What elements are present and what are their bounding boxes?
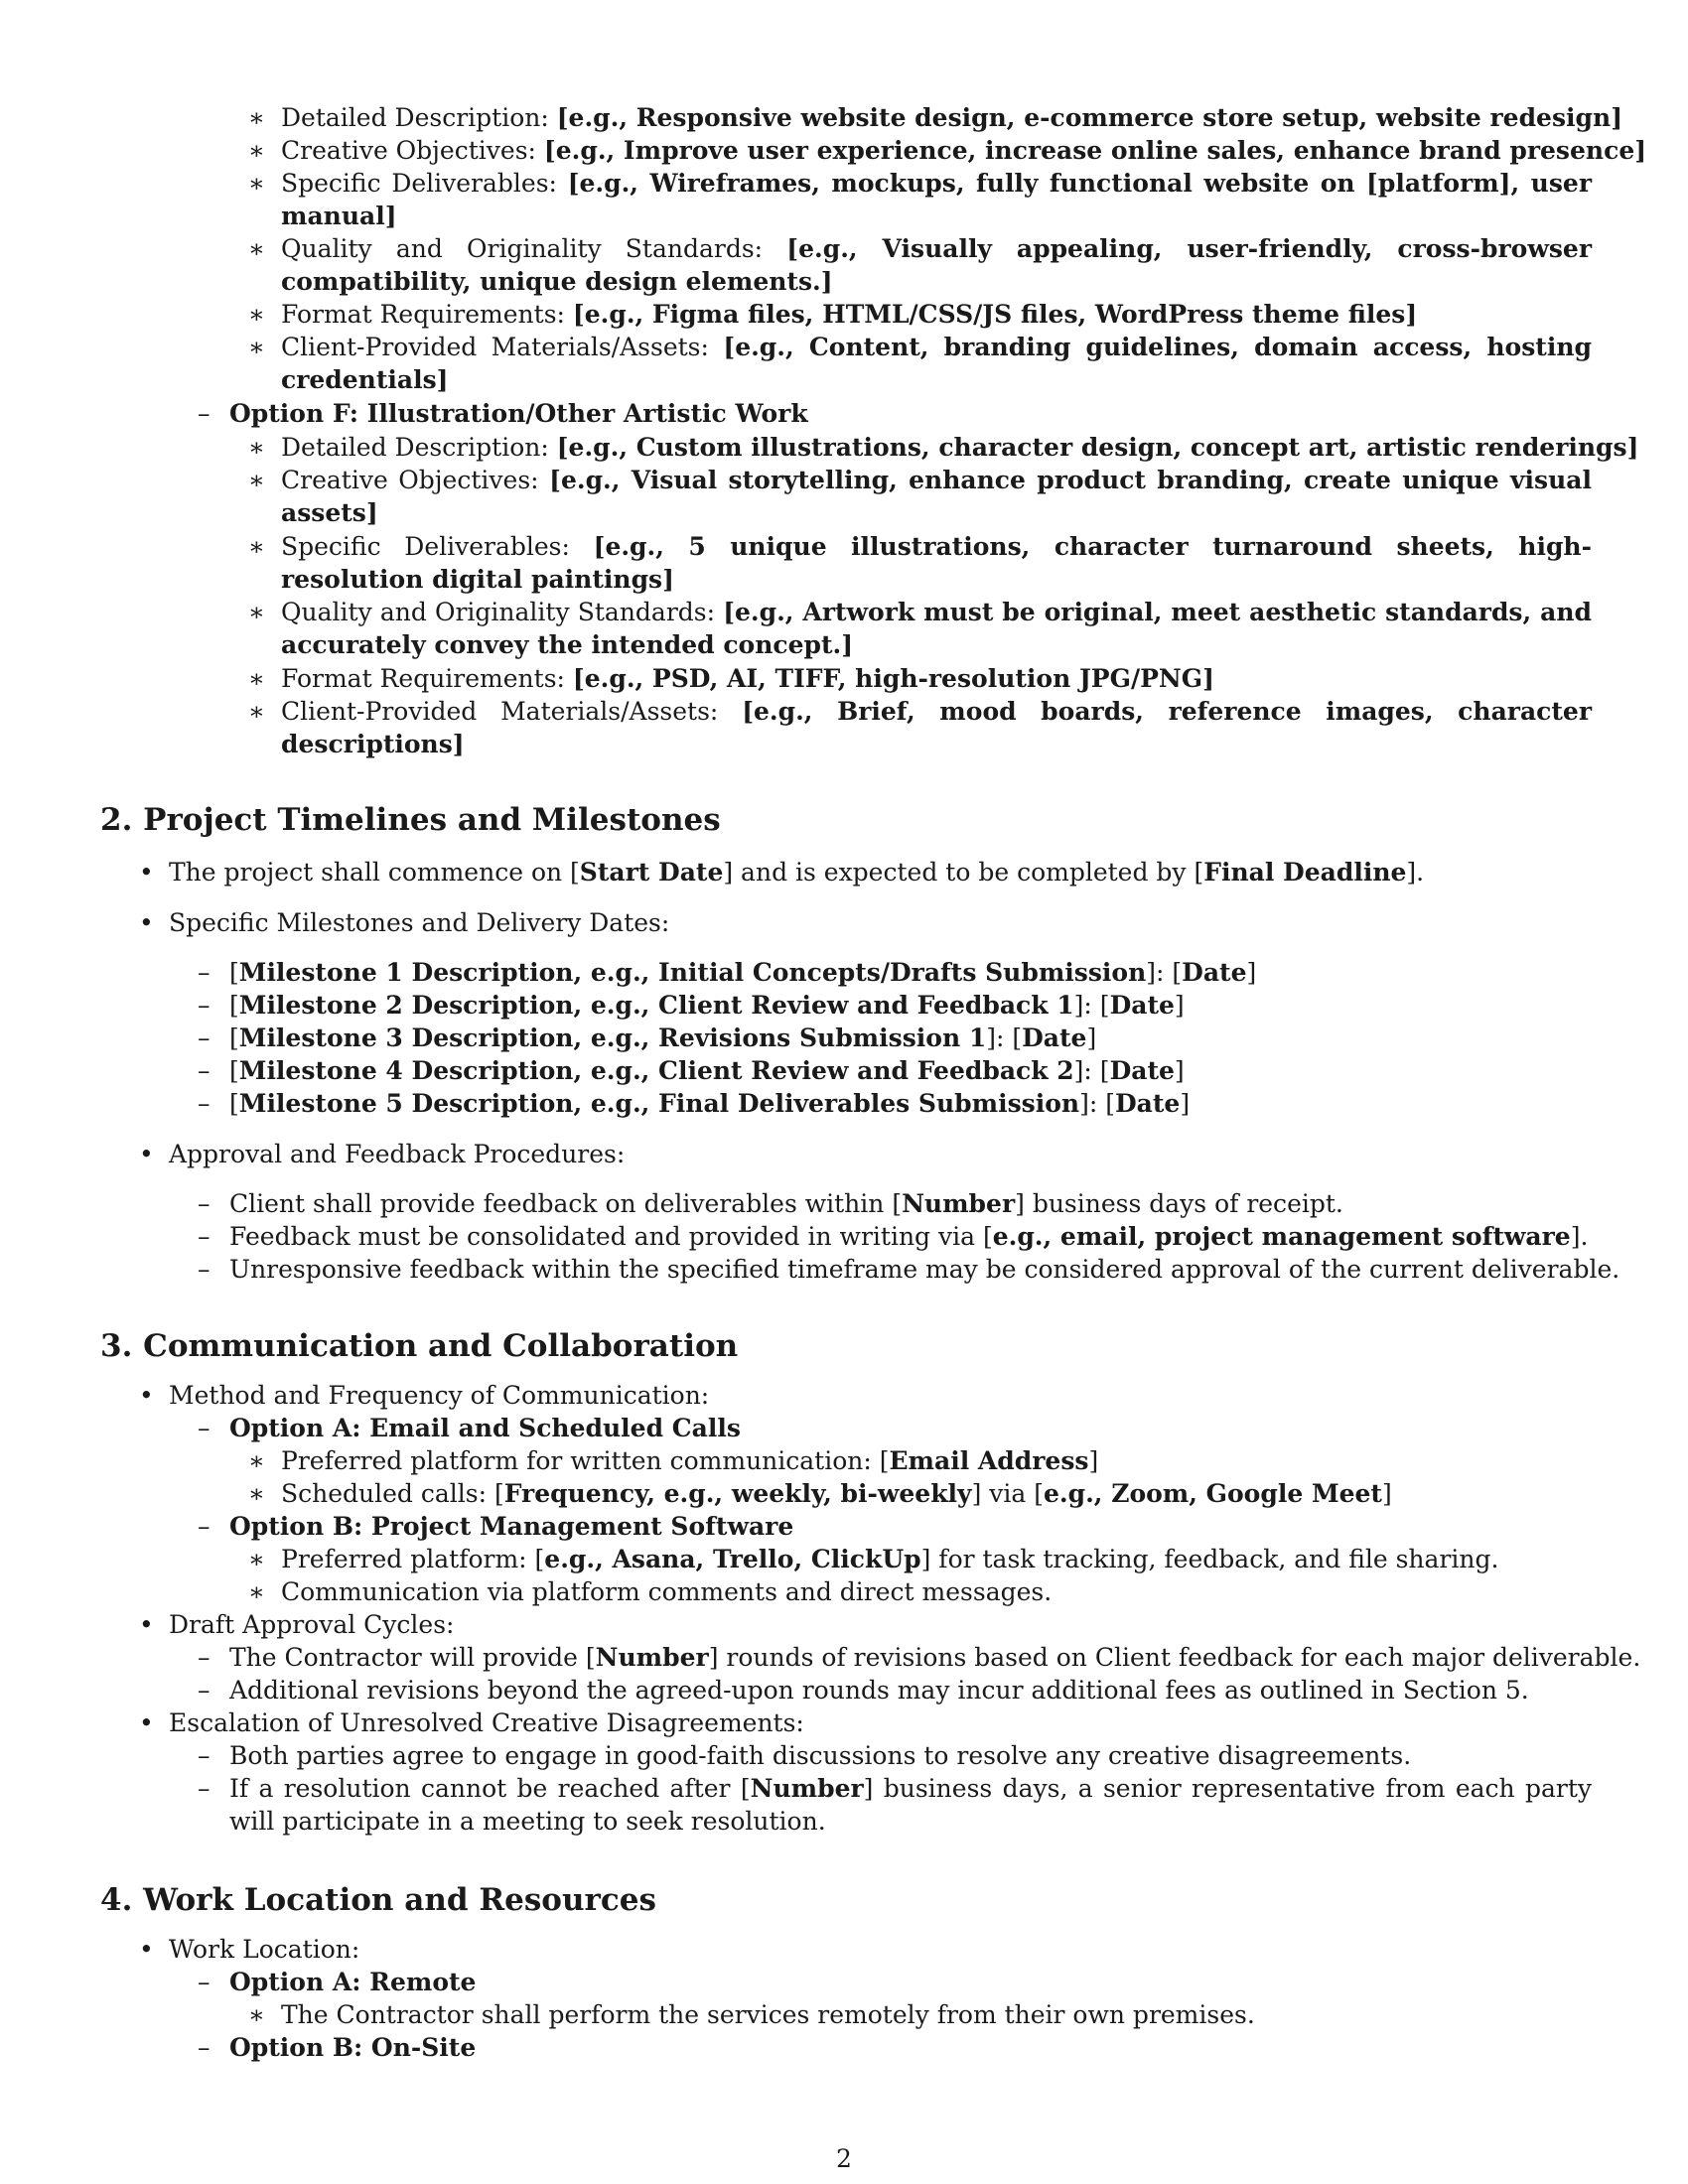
dash-bullet: – [198, 1741, 211, 1770]
dash-bullet: – [198, 958, 211, 987]
asterisk-bullet: ∗ [248, 234, 265, 263]
asterisk-bullet: ∗ [248, 103, 265, 132]
section-heading: 3. Communication and Collaboration [100, 1328, 739, 1364]
asterisk-bullet: ∗ [248, 532, 265, 561]
asterisk-bullet: ∗ [248, 169, 265, 198]
list-item: Client shall provide feedback on deliverables within [Number] business days of receipt. [229, 1189, 1343, 1218]
list-item: Quality and Originality Standards: [e.g., Artwork must be original, meet aesthetic standards, and accurately convey the intended concept.] [281, 598, 1592, 659]
dash-bullet: – [198, 1255, 211, 1284]
section-heading: 4. Work Location and Resources [100, 1882, 656, 1918]
dash-bullet: – [198, 1643, 211, 1672]
list-item: Format Requirements: [e.g., Figma files, HTML/CSS/JS files, WordPress theme files] [281, 300, 1418, 329]
bullet: • [139, 858, 154, 887]
asterisk-bullet: ∗ [248, 433, 265, 462]
list-item: The Contractor shall perform the services remotely from their own premises. [281, 2000, 1255, 2029]
asterisk-bullet: ∗ [248, 2000, 265, 2029]
dash-bullet: – [198, 1024, 211, 1052]
dash-bullet: – [198, 1189, 211, 1218]
bullet: • [139, 908, 154, 937]
option-title: Option A: Email and Scheduled Calls [229, 1414, 741, 1442]
list-item: Creative Objectives: [e.g., Visual storytelling, enhance product branding, create unique visual assets] [281, 466, 1592, 527]
list-item: Unresponsive feedback within the specified timeframe may be considered approval of the current deliverable. [229, 1255, 1620, 1284]
list-item: Scheduled calls: [Frequency, e.g., weekly, bi-weekly] via [e.g., Zoom, Google Meet] [281, 1479, 1392, 1508]
list-item: Detailed Description: [e.g., Responsive website design, e-commerce store setup, website redesign] [281, 103, 1623, 132]
list-item: Additional revisions beyond the agreed-upon rounds may incur additional fees as outlined in Section 5. [229, 1676, 1529, 1705]
asterisk-bullet: ∗ [248, 1446, 265, 1475]
list-item: Feedback must be consolidated and provided in writing via [e.g., email, project management software]. [229, 1222, 1589, 1251]
dash-bullet: – [198, 1676, 211, 1705]
dash-bullet: – [198, 1056, 211, 1085]
list-item: Draft Approval Cycles: [169, 1610, 455, 1639]
list-item: Specific Milestones and Delivery Dates: [169, 908, 670, 937]
dash-bullet: – [198, 1512, 211, 1541]
list-item: Specific Deliverables: [e.g., 5 unique illustrations, character turnaround sheets, high-resolution digital paintings] [281, 532, 1592, 594]
list-item: Specific Deliverables: [e.g., Wireframes, mockups, fully functional website on [platform], user manual] [281, 169, 1592, 230]
asterisk-bullet: ∗ [248, 466, 265, 494]
asterisk-bullet: ∗ [248, 664, 265, 693]
asterisk-bullet: ∗ [248, 1577, 265, 1606]
list-item: Escalation of Unresolved Creative Disagreements: [169, 1708, 804, 1737]
section-heading: 2. Project Timelines and Milestones [100, 802, 721, 838]
asterisk-bullet: ∗ [248, 1479, 265, 1508]
bullet: • [139, 1381, 154, 1410]
list-item: Approval and Feedback Procedures: [169, 1140, 626, 1168]
list-item: Detailed Description: [e.g., Custom illustrations, character design, concept art, artistic renderings] [281, 433, 1639, 462]
list-item: The Contractor will provide [Number] rounds of revisions based on Client feedback for each major deliverable. [229, 1643, 1641, 1672]
page-number: 2 [836, 2144, 852, 2173]
dash-bullet: – [198, 991, 211, 1020]
milestone-item: [Milestone 4 Description, e.g., Client Review and Feedback 2]: [Date] [229, 1056, 1185, 1085]
dash-bullet: – [198, 1089, 211, 1118]
option-title: Option B: Project Management Software [229, 1512, 794, 1541]
milestone-item: [Milestone 3 Description, e.g., Revisions Submission 1]: [Date] [229, 1024, 1097, 1052]
list-item: Work Location: [169, 1935, 360, 1964]
dash-bullet: – [198, 1774, 211, 1803]
asterisk-bullet: ∗ [248, 136, 265, 165]
dash-bullet: – [198, 1414, 211, 1442]
list-item: Preferred platform: [e.g., Asana, Trello, ClickUp] for task tracking, feedback, and file sharing. [281, 1545, 1499, 1573]
list-item: Quality and Originality Standards: [e.g., Visually appealing, user-friendly, cross-browser compatibility, unique design elements.] [281, 234, 1592, 296]
list-item: Client-Provided Materials/Assets: [e.g., Content, branding guidelines, domain access, hosting credentials] [281, 333, 1592, 394]
bullet: • [139, 1708, 154, 1737]
list-item: Creative Objectives: [e.g., Improve user experience, increase online sales, enhance brand presence] [281, 136, 1647, 165]
asterisk-bullet: ∗ [248, 300, 265, 329]
option-title: Option B: On-Site [229, 2033, 477, 2062]
list-item: Method and Frequency of Communication: [169, 1381, 710, 1410]
milestone-item: [Milestone 5 Description, e.g., Final Deliverables Submission]: [Date] [229, 1089, 1191, 1118]
list-item: If a resolution cannot be reached after [Number] business days, a senior representative from each party will participate in a meeting to seek resolution. [229, 1774, 1592, 1836]
bullet: • [139, 1610, 154, 1639]
option-title: Option A: Remote [229, 1968, 477, 1996]
list-item: Preferred platform for written communication: [Email Address] [281, 1446, 1099, 1475]
asterisk-bullet: ∗ [248, 333, 265, 361]
asterisk-bullet: ∗ [248, 697, 265, 726]
milestone-item: [Milestone 1 Description, e.g., Initial Concepts/Drafts Submission]: [Date] [229, 958, 1257, 987]
bullet: • [139, 1935, 154, 1964]
list-item: Format Requirements: [e.g., PSD, AI, TIFF, high-resolution JPG/PNG] [281, 664, 1214, 693]
bullet: • [139, 1140, 154, 1168]
list-item: Communication via platform comments and direct messages. [281, 1577, 1053, 1606]
dash-bullet: – [198, 1222, 211, 1251]
option-f-title: Option F: Illustration/Other Artistic Work [229, 399, 808, 428]
dash-bullet: – [198, 399, 211, 428]
list-item: Both parties agree to engage in good-faith discussions to resolve any creative disagreements. [229, 1741, 1412, 1770]
asterisk-bullet: ∗ [248, 1545, 265, 1573]
list-item: Client-Provided Materials/Assets: [e.g., Brief, mood boards, reference images, character descriptions] [281, 697, 1592, 758]
milestone-item: [Milestone 2 Description, e.g., Client Review and Feedback 1]: [Date] [229, 991, 1185, 1020]
list-item: The project shall commence on [Start Date] and is expected to be completed by [Final Deadline]. [169, 858, 1425, 887]
dash-bullet: – [198, 2033, 211, 2062]
asterisk-bullet: ∗ [248, 598, 265, 626]
dash-bullet: – [198, 1968, 211, 1996]
